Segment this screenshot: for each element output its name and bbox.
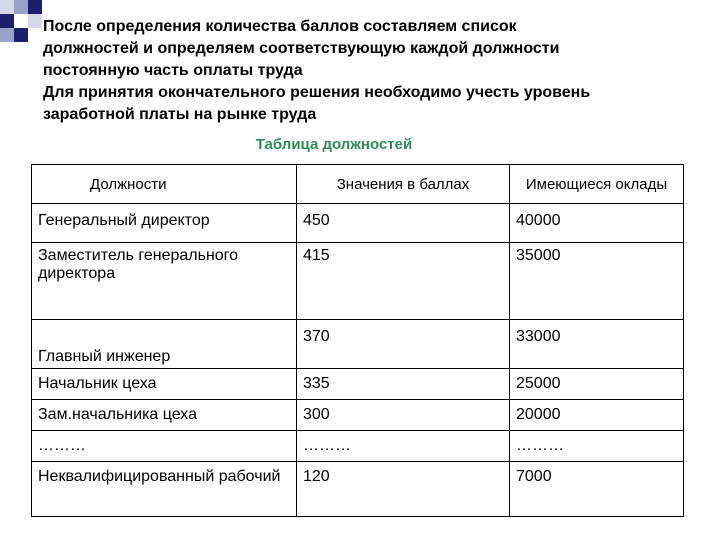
intro-line: должностей и определяем соответствующую каждой должности [43,40,560,57]
cell-points: 370 [297,320,510,369]
deco-square [14,14,28,28]
cell-salary: ……… [510,431,684,462]
deco-square [14,28,28,42]
cell-position: Зам.начальника цеха [32,400,297,431]
table-row [32,400,684,431]
cell-position: Начальник цеха [32,369,297,400]
table-row [32,320,684,369]
cell-position: ……… [32,431,297,462]
cell-salary: 20000 [510,400,684,431]
deco-square [0,0,14,14]
cell-salary: 35000 [510,243,684,320]
table-header-row [32,165,684,204]
table-row [32,431,684,462]
cell-salary: 7000 [510,462,684,517]
cell-points: ……… [297,431,510,462]
cell-salary: 25000 [510,369,684,400]
cell-salary: 40000 [510,204,684,243]
table-caption: Таблица должностей [255,136,413,153]
header-position: Должности [32,165,297,204]
deco-square [28,0,42,14]
deco-square [0,28,14,42]
table-row [32,462,684,517]
header-salary: Имеющиеся оклады [510,165,684,204]
cell-position: Главный инженер [32,320,297,369]
cell-position: Заместитель генерального директора [32,243,297,320]
cell-points: 335 [297,369,510,400]
header-points: Значения в баллах [297,165,510,204]
positions-table [31,164,684,517]
cell-points: 120 [297,462,510,517]
deco-square [28,14,42,28]
cell-salary: 33000 [510,320,684,369]
table-row [32,204,684,243]
table-row [32,369,684,400]
intro-line: Для принятия окончательного решения необходимо учесть уровень [43,84,591,101]
cell-position: Неквалифицированный рабочий [32,462,297,517]
intro-line: постоянную часть оплаты труда [43,62,303,79]
cell-points: 415 [297,243,510,320]
intro-text [43,16,703,126]
cell-position: Генеральный директор [32,204,297,243]
cell-points: 300 [297,400,510,431]
cell-points: 450 [297,204,510,243]
intro-line: После определения количества баллов составляем список [43,18,517,35]
deco-square [0,14,14,28]
table-row [32,243,684,320]
intro-line: заработной платы на рынке труда [43,106,317,123]
deco-square [14,0,28,14]
